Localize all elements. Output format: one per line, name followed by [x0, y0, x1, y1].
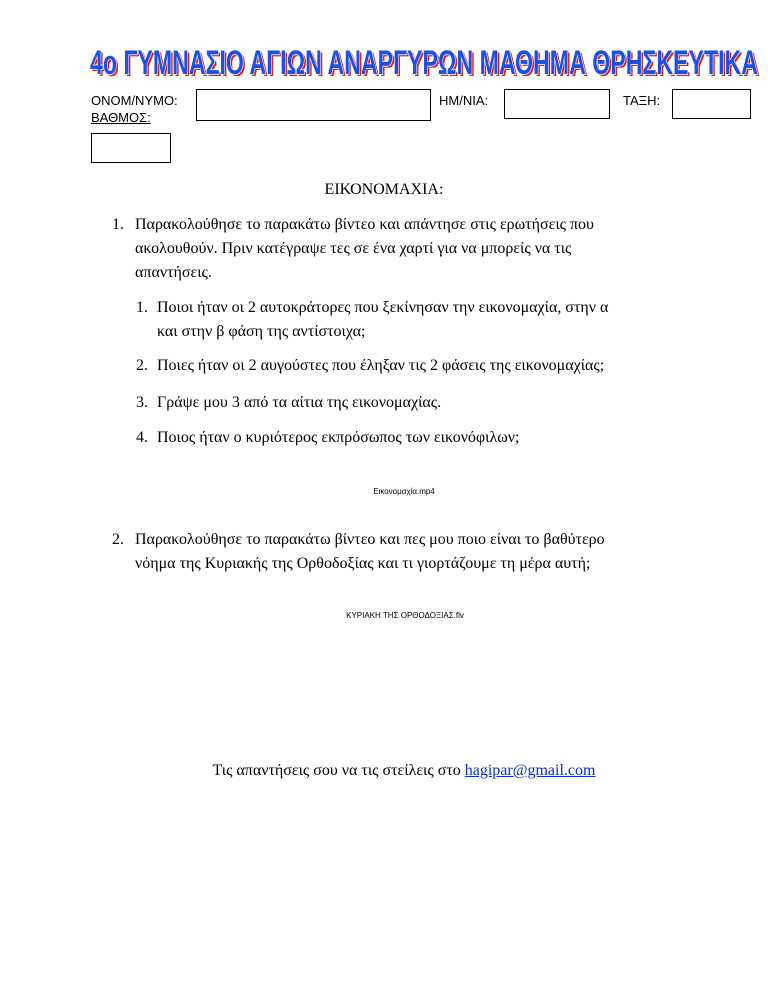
footer-note [0, 762, 768, 780]
class-label: ΤΑΞΗ: [623, 93, 661, 108]
subquestion-number: 2. [136, 357, 148, 374]
question-text-line: απαντήσεις. [135, 264, 212, 281]
subquestion-text-line: Ποιες ήταν οι 2 αυγούστες που έληξαν τις 2 φάσεις της εικονομαχίας; [157, 357, 605, 374]
subquestion-number: 1. [136, 299, 148, 316]
question-number: 2. [112, 531, 124, 548]
subquestion-3 [124, 391, 684, 415]
question-text-line: Παρακολούθησε το παρακάτω βίντεο και απάντησε στις ερωτήσεις που [135, 216, 594, 233]
question-text-line: νόημα της Κυριακής της Ορθοδοξίας και τι γιορτάζουμε τη μέρα αυτή; [135, 555, 591, 572]
grade-field[interactable] [91, 133, 171, 163]
class-field[interactable] [672, 89, 751, 119]
question-text-line: Παρακολούθησε το παρακάτω βίντεο και πες μου ποιο είναι το βαθύτερο [135, 531, 605, 548]
subquestion-number: 3. [136, 394, 148, 411]
name-field[interactable] [196, 89, 431, 121]
subquestion-2 [124, 354, 684, 378]
date-field[interactable] [504, 89, 610, 119]
subquestion-text-line: και στην β φάση της αντίστοιχα; [157, 323, 366, 340]
subquestion-text-line: Ποιος ήταν ο κυριότερος εκπρόσωπος των εικονόφιλων; [157, 429, 520, 446]
subquestion-4 [124, 426, 684, 450]
worksheet-title: ΕΙΚΟΝΟΜΑΧΙΑ: [324, 181, 444, 198]
subquestion-text-line: Γράψε μου 3 από τα αίτια της εικονομαχίας. [157, 394, 442, 411]
date-label: ΗΜ/ΝΙΑ: [439, 93, 489, 108]
question-2 [100, 528, 660, 576]
subquestion-text-line: Ποιοι ήταν οι 2 αυτοκράτορες που ξεκίνησαν την εικονομαχία, στην α [157, 299, 609, 316]
subquestion-number: 4. [136, 429, 148, 446]
question-1 [100, 213, 660, 285]
school-banner [88, 40, 760, 88]
email-link[interactable]: hagipar@gmail.com [464, 762, 596, 779]
name-label: ΟΝΟΜ/ΝΥΜΟ: [91, 93, 178, 108]
question-text-line: ακολουθούν. Πριν κατέγραψε τες σε ένα χαρτί για να μπορείς να τις [135, 240, 572, 257]
banner-title: 4ο ΓΥΜΝΑΣΙΟ ΑΓΙΩΝ ΑΝΑΡΓΥΡΩΝ ΜΑΘΗΜΑ ΘΡΗΣΚΕΥΤΙΚΑ [90, 44, 758, 82]
subquestion-1 [124, 296, 684, 344]
question-number: 1. [112, 216, 124, 233]
grade-label: ΒΑΘΜΟΣ: [91, 110, 151, 125]
video-attachment-2[interactable]: ΚΥΡΙΑΚΗ ΤΗΣ ΟΡΘΟΔΟΞΙΑΣ.flv [346, 611, 464, 620]
video-attachment-1[interactable]: Εικονομαχία.mp4 [373, 487, 435, 496]
footer-text: Τις απαντήσεις σου να τις στείλεις στο [212, 762, 461, 779]
banner-shadow: 4ο ΓΥΜΝΑΣΙΟ ΑΓΙΩΝ ΑΝΑΡΓΥΡΩΝ ΜΑΘΗΜΑ ΘΡΗΣΚΕΥΤΙΚΑ [92, 46, 760, 84]
